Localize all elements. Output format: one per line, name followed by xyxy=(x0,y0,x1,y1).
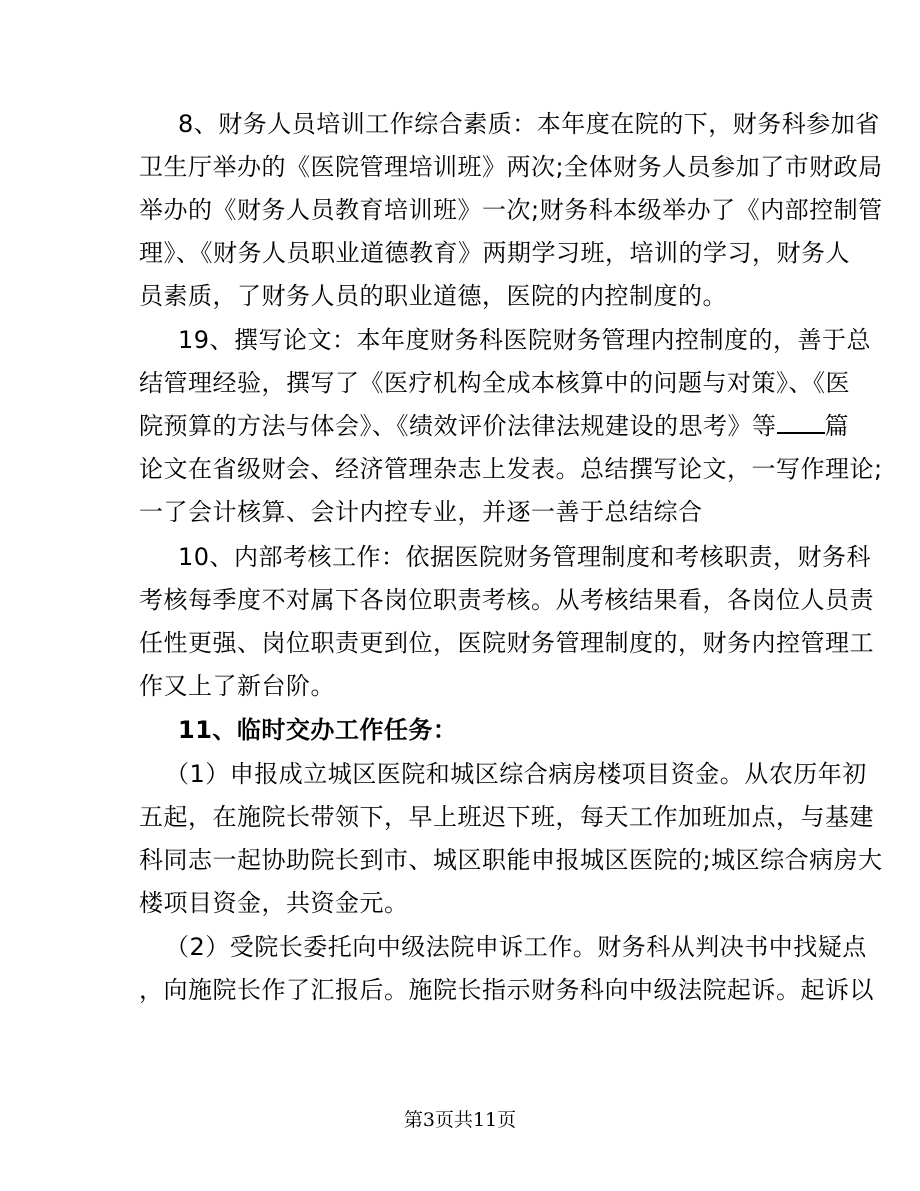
paragraph-item-8-line-3: 举办的《财务人员教育培训班》一次;财务科本级举办了《内部控制管 xyxy=(139,196,883,224)
paragraph-item-11-2-line-2: ，向施院长作了汇报后。施院长指示财务科向中级法院起诉。起诉以 xyxy=(139,976,874,1004)
paragraph-item-10-line-2: 考核每季度不对属下各岗位职责考核。从考核结果看，各岗位人员责 xyxy=(139,586,874,614)
paragraph-item-11-2-line-1: （2）受院长委托向中级法院申诉工作。财务科从判决书中找疑点 xyxy=(165,933,867,961)
paragraph-item-11-1-line-4: 楼项目资金，共资金元。 xyxy=(139,889,409,917)
paragraph-item-19-line-3 xyxy=(139,408,849,444)
paragraph-item-8-line-4: 理》、《财务人员职业道德教育》两期学习班，培训的学习，财务人 xyxy=(139,239,850,267)
section-heading-item-11: 11、临时交办工作任务： xyxy=(178,716,458,744)
paragraph-item-19-line-3-after: 篇 xyxy=(824,412,849,440)
page-number-footer: 第3页共11页 xyxy=(403,1109,517,1131)
paragraph-item-11-1-line-2: 五起，在施院长带领下，早上班迟下班，每天工作加班加点，与基建 xyxy=(139,803,874,831)
fill-in-blank xyxy=(777,410,825,434)
paragraph-item-19-line-3-before: 院预算的方法与体会》、《绩效评价法律法规建设的思考》等 xyxy=(139,412,777,440)
paragraph-item-19-line-5: 一了会计核算、会计内控专业，并逐一善于总结综合 xyxy=(139,498,703,526)
paragraph-item-8-line-2: 卫生厅举办的《医院管理培训班》两次;全体财务人员参加了市财政局 xyxy=(139,153,883,181)
paragraph-item-8-line-1: 8、财务人员培训工作综合素质：本年度在院的下，财务科参加省 xyxy=(178,110,880,138)
paragraph-item-8-line-5: 员素质，了财务人员的职业道德，医院的内控制度的。 xyxy=(139,282,727,310)
paragraph-item-19-line-2: 结管理经验，撰写了《医疗机构全成本核算中的问题与对策》、《医 xyxy=(139,369,850,397)
paragraph-item-10-line-4: 作又上了新台阶。 xyxy=(139,672,335,700)
paragraph-item-11-1-line-1: （1）申报成立城区医院和城区综合病房楼项目资金。从农历年初 xyxy=(165,760,867,788)
paragraph-item-19-line-4: 论文在省级财会、经济管理杂志上发表。总结撰写论文，一写作理论; xyxy=(139,455,883,483)
paragraph-item-19-line-1: 19、撰写论文：本年度财务科医院财务管理内控制度的，善于总 xyxy=(178,326,872,354)
paragraph-item-11-1-line-3: 科同志一起协助院长到市、城区职能申报城区医院的;城区综合病房大 xyxy=(139,846,883,874)
paragraph-item-10-line-1: 10、内部考核工作：依据医院财务管理制度和考核职责，财务科 xyxy=(178,543,872,571)
paragraph-item-10-line-3: 任性更强、岗位职责更到位，医院财务管理制度的，财务内控管理工 xyxy=(139,629,874,657)
